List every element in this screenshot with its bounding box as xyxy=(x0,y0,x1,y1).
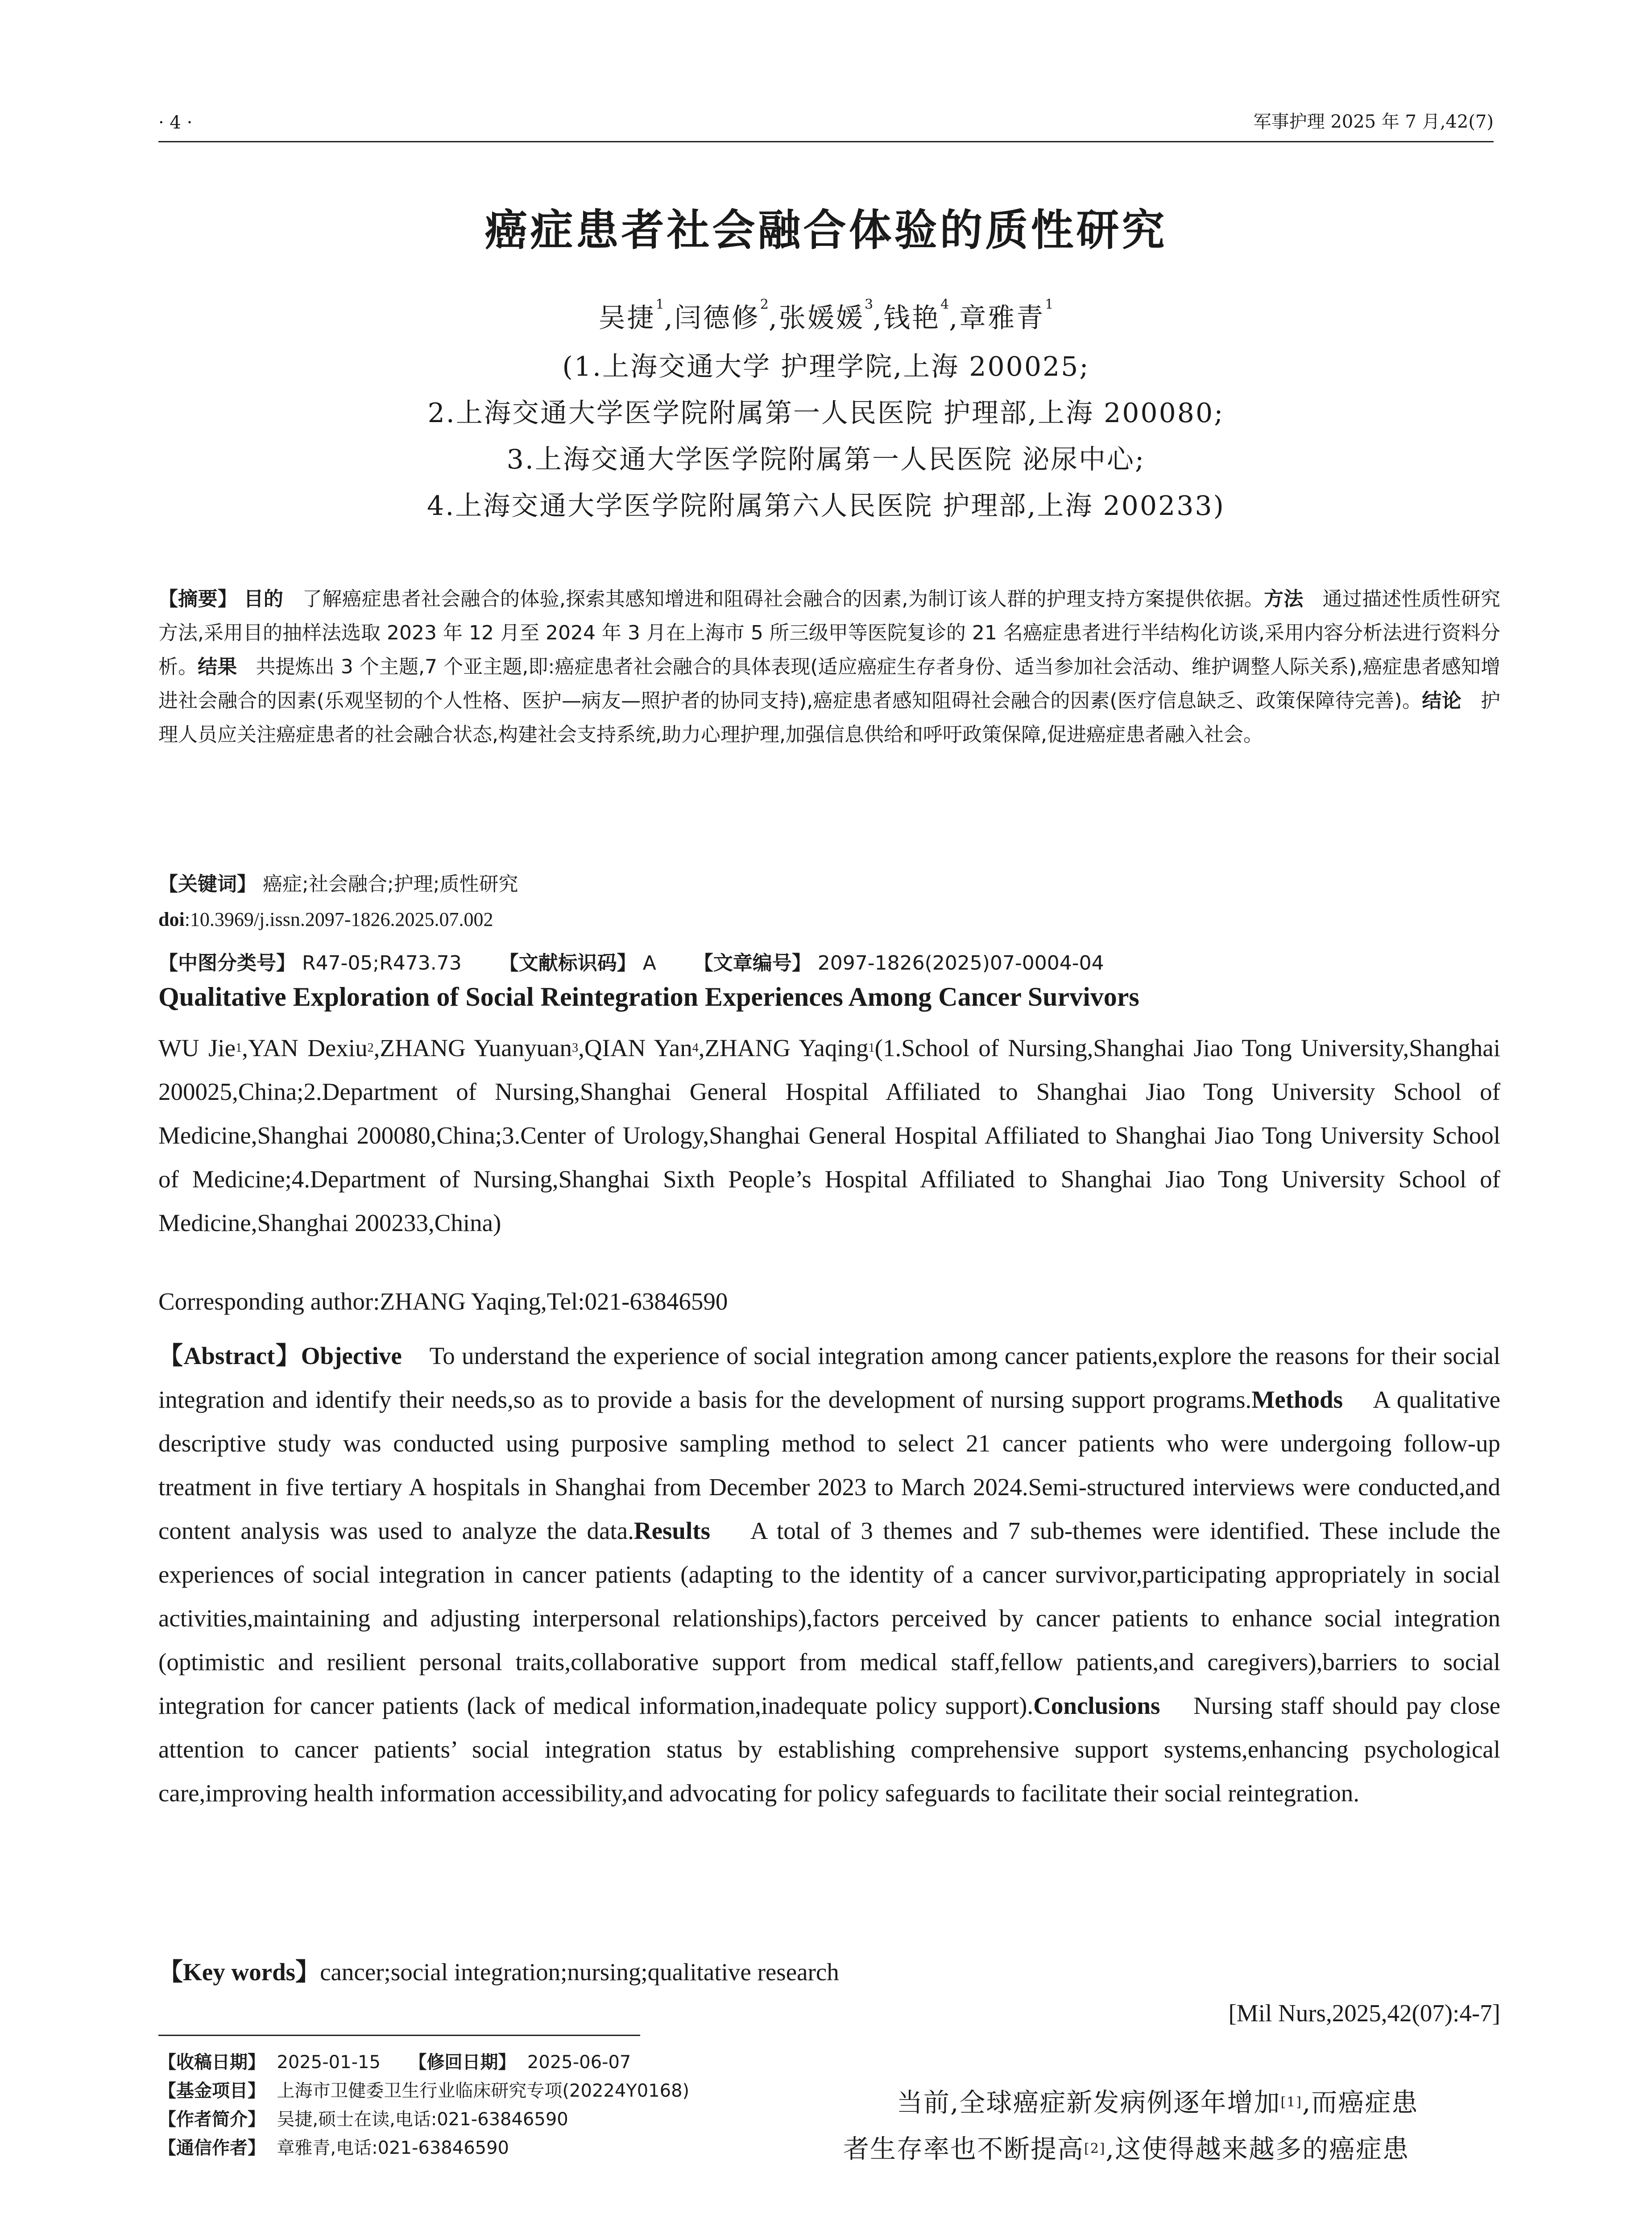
corr-value: 章雅青,电话:021-63846590 xyxy=(277,2138,509,2158)
journal-info: 军事护理 2025 年 7 月,42(7) xyxy=(1253,112,1494,132)
results-text: 共提炼出 3 个主题,7 个亚主题,即:癌症患者社会融合的具体表现(适应癌症生存者身份、适当参加社会活动、维护调整人际关系),癌症患者感知增进社会融合的因素(乐观坚韧的个人性格、医护—病友—照护者的协同支持),癌症患者感知阻碍社会融合的因素(医疗信息缺乏、政策保障待完善)。 xyxy=(158,655,1500,712)
article-title: 癌症患者社会融合体验的质性研究 xyxy=(484,205,1168,255)
revised-date: 2025-06-07 xyxy=(527,2052,631,2073)
author-sup: 1 xyxy=(1045,297,1054,312)
en-author-name: ,YAN Dexiu xyxy=(242,1034,368,1062)
affiliations xyxy=(158,344,1494,529)
en-author-sup: 1 xyxy=(868,1041,875,1055)
author-sup: 1 xyxy=(655,297,664,312)
chinese-abstract xyxy=(158,582,1500,752)
methods-label: 方法 xyxy=(1264,588,1304,610)
en-keywords-value: cancer;social integration;nursing;qualitative research xyxy=(320,1958,839,1986)
footnote-corresponding xyxy=(158,2134,828,2162)
citation: [Mil Nurs,2025,42(07):4-7] xyxy=(1228,1999,1500,2027)
en-results-text: A total of 3 themes and 7 sub-themes were identified. These include the experiences of social integration in cancer patients (adapting to the identity of a cancer survivor,participating appropriately in social activities,maintaining and adjusting interpersonal relationships),factors perceived by cancer patients to enhance social integration (optimistic and resilient personal traits,collaborative support from medical staff,fellow patients,and caregivers),barriers to social integration for cancer patients (lack of medical information,inadequate policy support). xyxy=(158,1517,1500,1719)
chinese-keywords xyxy=(158,868,1500,896)
en-results-label: Results xyxy=(633,1517,710,1544)
abstract-label: 【摘要】 xyxy=(158,588,238,610)
article-no-label: 【文章编号】 xyxy=(693,952,812,975)
body-text-span: 当前,全球癌症新发病例逐年增加 xyxy=(897,2087,1281,2118)
body-text-span: ,而癌症患 xyxy=(1302,2087,1419,2118)
en-abstract-label: 【Abstract】 xyxy=(158,1342,301,1369)
author-name: 闫德修 xyxy=(674,303,760,334)
objective-label: 目的 xyxy=(244,588,284,610)
en-conclusions-label: Conclusions xyxy=(1033,1692,1160,1719)
en-author-name: ,QIAN Yan xyxy=(578,1034,692,1062)
running-header xyxy=(158,102,1494,133)
en-author-name: ,ZHANG Yuanyuan xyxy=(373,1034,572,1062)
affiliation-line: 3.上海交通大学医学院附属第一人民医院 泌尿中心; xyxy=(506,444,1146,475)
author-sup: 3 xyxy=(864,297,874,312)
affiliation-line: 4.上海交通大学医学院附属第六人民医院 护理部,上海 200233) xyxy=(427,490,1225,522)
body-text xyxy=(843,2079,1500,2172)
author-list: 吴捷$^1$,闫德修$^2$,张媛媛$^3$,钱艳$^4$,章雅青$^1$ xyxy=(598,297,1054,334)
en-methods-label: Methods xyxy=(1251,1386,1343,1413)
english-title: Qualitative Exploration of Social Reintegration Experiences Among Cancer Survivors xyxy=(158,982,1139,1012)
en-objective-text: To understand the experience of social integration among cancer patients,explore the reasons for their social integration and identify their needs,so as to provide a basis for the development of nursing support programs. xyxy=(158,1342,1501,1413)
received-date: 2025-01-15 xyxy=(277,2052,381,2073)
author-bio-label: 【作者简介】 xyxy=(158,2109,265,2130)
en-affiliations: (1.School of Nursing,Shanghai Jiao Tong University,Shanghai 200025,China;2.Department of Nursing,Shanghai General Hospital Affiliated to Shanghai Jiao Tong University School of Medicine,Shanghai 200080,China;3.Center of Urology,Shanghai General Hospital Affiliated to Shanghai Jiao Tong University School of Medicine;4.Department of Nursing,Shanghai Sixth People’s Hospital Affiliated to Shanghai Jiao Tong University School of Medicine,Shanghai 200233,China) xyxy=(158,1034,1500,1236)
conclusion-label: 结论 xyxy=(1422,689,1462,712)
reference-2[interactable]: [2] xyxy=(1084,2141,1106,2156)
author-sup: 2 xyxy=(760,297,769,312)
english-authors xyxy=(158,1026,1500,1245)
doi-line xyxy=(158,908,1500,931)
affiliation-line: (1.上海交通大学 护理学院,上海 200025; xyxy=(562,351,1090,382)
keywords-value: 癌症;社会融合;护理;质性研究 xyxy=(263,873,518,896)
corresponding-author: Corresponding author:ZHANG Yaqing,Tel:021-63846590 xyxy=(158,1288,728,1315)
clc-label: 【中图分类号】 xyxy=(158,952,296,975)
author-name: 钱艳 xyxy=(883,303,941,334)
results-label: 结果 xyxy=(198,655,237,678)
footnote-author xyxy=(158,2105,828,2134)
doc-code-label: 【文献标识码】 xyxy=(499,952,637,975)
body-line xyxy=(843,2126,1500,2172)
english-abstract xyxy=(158,1334,1500,1815)
en-author-name: WU Jie xyxy=(158,1034,236,1062)
keywords-label: 【关键词】 xyxy=(158,873,257,896)
conclusion-text: 护理人员应关注癌症患者的社会融合状态,构建社会支持系统,助力心理护理,加强信息供给和呼吁政策保障,促进癌症患者融入社会。 xyxy=(158,689,1500,746)
doi-value: :10.3969/j.issn.2097-1826.2025.07.002 xyxy=(184,908,493,930)
author-name: 张媛媛 xyxy=(778,303,865,334)
corr-label: 【通信作者】 xyxy=(158,2138,265,2158)
footnote-fund xyxy=(158,2077,828,2105)
revised-label: 【修回日期】 xyxy=(409,2052,516,2073)
en-author-name: ,ZHANG Yaqing xyxy=(698,1034,869,1062)
author-name: 章雅青 xyxy=(959,303,1045,334)
en-author-sup: 1 xyxy=(236,1041,242,1055)
doc-code-value: A xyxy=(642,952,656,975)
reference-1[interactable]: [1] xyxy=(1280,2094,1302,2110)
footnote-dates xyxy=(158,2048,828,2077)
affiliation-line: 2.上海交通大学医学院附属第一人民医院 护理部,上海 200080; xyxy=(427,398,1225,429)
author-bio-value: 吴捷,硕士在读,电话:021-63846590 xyxy=(277,2109,568,2130)
article-no-value: 2097-1826(2025)07-0004-04 xyxy=(817,952,1104,975)
english-keywords xyxy=(158,1952,1500,1987)
clc-value: R47-05;R473.73 xyxy=(302,952,462,975)
author-name: 吴捷 xyxy=(598,303,656,334)
en-author-sup: 4 xyxy=(692,1041,699,1055)
methods-text: 通过描述性质性研究方法,采用目的抽样法选取 2023 年 12 月至 2024 年 3 月在上海市 5 所三级甲等医院复诊的 21 名癌症患者进行半结构化访谈,采用内容分析法进行资料分析。 xyxy=(158,588,1501,678)
en-methods-text: A qualitative descriptive study was conducted using purposive sampling method to select 21 cancer patients who were undergoing follow-up treatment in five tertiary A hospitals in Shanghai from December 2023 to March 2024.Semi-structured interviews were conducted,and content analysis was used to analyze the data. xyxy=(158,1386,1501,1544)
en-conclusions-text: Nursing staff should pay close attention to cancer patients’ social integration status by establishing comprehensive support systems,enhancing psychological care,improving health information accessibility,and advocating for policy safeguards to facilitate their social reintegration. xyxy=(158,1692,1501,1807)
page-number: · 4 · xyxy=(158,112,193,133)
en-author-sup: 2 xyxy=(367,1041,374,1055)
body-line xyxy=(843,2079,1500,2126)
author-sup: 4 xyxy=(940,297,949,312)
body-text-span: 者生存率也不断提高 xyxy=(843,2134,1085,2164)
classification-line xyxy=(158,947,1500,975)
body-text-span: ,这使得越来越多的癌症患 xyxy=(1105,2134,1409,2164)
footnote-rule xyxy=(158,2035,640,2036)
footnotes xyxy=(158,2048,828,2162)
en-objective-label: Objective xyxy=(301,1342,402,1369)
en-keywords-label: 【Key words】 xyxy=(158,1958,320,1986)
received-label: 【收稿日期】 xyxy=(158,2052,265,2073)
fund-label: 【基金项目】 xyxy=(158,2081,265,2101)
objective-text: 了解癌症患者社会融合的体验,探索其感知增进和阻碍社会融合的因素,为制订该人群的护理支持方案提供依据。 xyxy=(302,588,1264,610)
en-author-sup: 3 xyxy=(572,1041,579,1055)
header-rule xyxy=(158,141,1494,142)
doi-label: doi xyxy=(158,908,185,930)
fund-value: 上海市卫健委卫生行业临床研究专项(20224Y0168) xyxy=(277,2081,690,2101)
